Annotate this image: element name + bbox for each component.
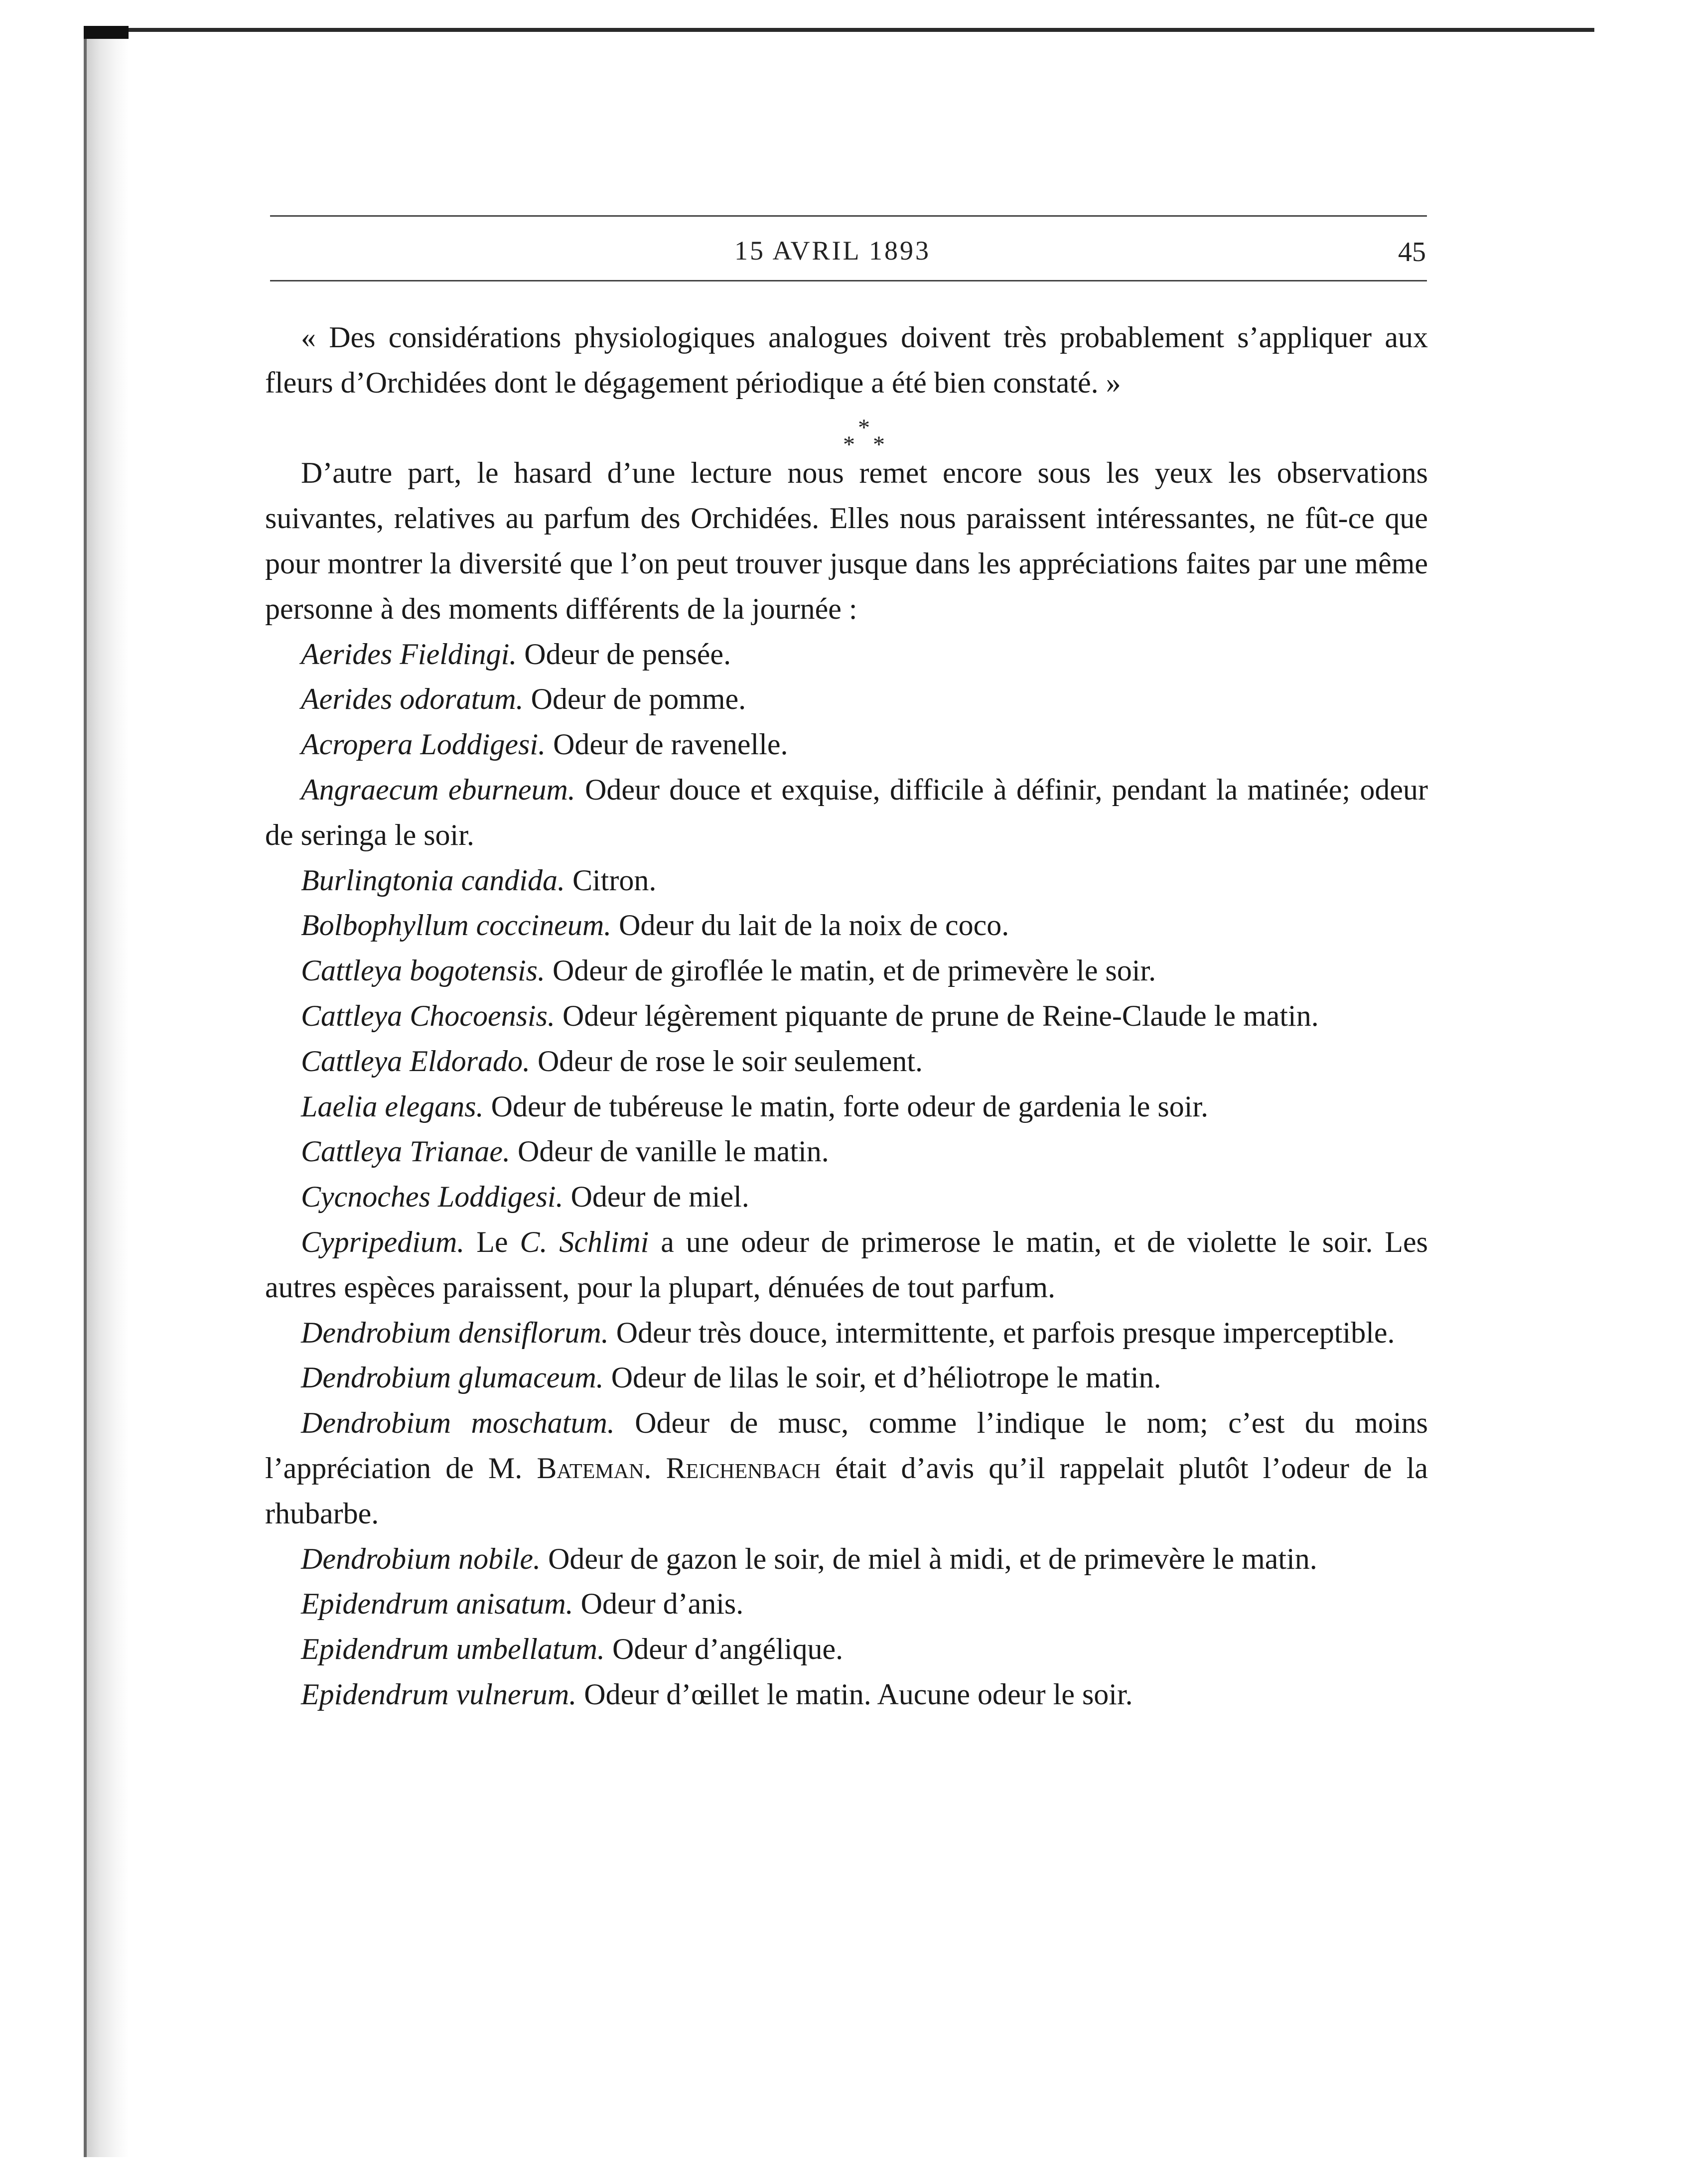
list-item — [265, 1310, 1428, 1356]
scan-left-edge — [84, 30, 87, 2157]
scan-top-corner — [84, 26, 129, 39]
species-name: Dendrobium densiflorum. — [301, 1316, 609, 1349]
list-item — [265, 1536, 1428, 1582]
species-description: Odeur de miel. — [563, 1180, 749, 1214]
list-item — [265, 1129, 1428, 1174]
list-item — [265, 1039, 1428, 1084]
species-name: Aerides Fieldingi. — [301, 637, 517, 671]
species-name: Cypripedium. — [301, 1225, 465, 1258]
species-description: Odeur de musc, comme l’indique le nom; c’est du moins l’appréciation de M. — [265, 1406, 1428, 1485]
list-item — [265, 722, 1428, 767]
asterism-star: * — [858, 414, 870, 441]
species-description: a une odeur de primerose le matin, et de violette le soir. Les autres espèces paraissent, pour la plupart, dénuées de tout parfum. — [265, 1225, 1428, 1304]
species-description: Le — [464, 1225, 520, 1258]
list-item — [265, 903, 1428, 948]
species-name: Angraecum eburneum. — [301, 773, 575, 806]
list-item — [265, 767, 1428, 858]
list-item — [265, 1084, 1428, 1129]
species-name: C. Schlimi — [520, 1225, 649, 1258]
species-name: Cycnoches Loddigesi. — [301, 1180, 563, 1214]
species-name: Cattleya bogotensis. — [301, 954, 545, 987]
species-name: Cattleya Trianae. — [301, 1135, 510, 1168]
species-name: Cattleya Chocoensis. — [301, 999, 555, 1032]
species-name: Aerides odoratum. — [301, 682, 524, 716]
header-rule-top — [270, 215, 1427, 217]
list-item — [265, 858, 1428, 903]
species-description: Odeur de vanille le matin. — [510, 1135, 829, 1168]
species-name: Dendrobium moschatum. — [301, 1406, 615, 1440]
person-name: Reichenbach — [666, 1451, 821, 1485]
species-description: Citron. — [564, 863, 657, 897]
species-name: Dendrobium glumaceum. — [301, 1361, 604, 1394]
species-name: Acropera Loddigesi. — [301, 728, 546, 761]
species-name: Epidendrum anisatum. — [301, 1587, 573, 1621]
list-item — [265, 1672, 1428, 1717]
asterism-star: * — [873, 431, 885, 458]
species-name: Dendrobium nobile. — [301, 1542, 541, 1575]
species-description: Odeur de gazon le soir, de miel à midi, et de primevère le matin. — [541, 1542, 1317, 1575]
body-text — [265, 315, 1428, 1717]
list-item — [265, 993, 1428, 1039]
header-rule-bottom — [270, 280, 1427, 281]
species-name: Epidendrum umbellatum. — [301, 1633, 605, 1666]
species-name: Burlingtonia candida. — [301, 863, 565, 897]
species-description: Odeur de giroflée le matin, et de primevère le soir. — [545, 954, 1156, 987]
list-item — [265, 677, 1428, 722]
list-item — [265, 1355, 1428, 1400]
asterism-star: * — [843, 431, 855, 458]
species-description: Odeur du lait de la noix de coco. — [611, 909, 1009, 942]
species-description: Odeur de pensée. — [517, 637, 731, 671]
species-description: Odeur douce et exquise, difficile à définir, pendant la matinée; odeur de seringa le soir. — [265, 773, 1428, 851]
species-name: Cattleya Eldorado. — [301, 1044, 530, 1078]
species-description: Odeur de tubéreuse le matin, forte odeur de gardenia le soir. — [483, 1090, 1209, 1123]
intro-paragraph: D’autre part, le hasard d’une lecture nous remet encore sous les yeux les observations suivantes, relatives au parfum des Orchidées. Elles nous paraissent intéressantes, ne fût-ce que pour montrer la diversité que l’on peut trouver jusque dans les appréciations faites par une même personne à des moments différents de la journée : — [265, 456, 1428, 625]
species-name: Laelia elegans. — [301, 1090, 484, 1123]
species-description: Odeur d’angélique. — [604, 1633, 844, 1666]
species-description: Odeur d’œillet le matin. Aucune odeur le soir. — [576, 1677, 1133, 1711]
list-item — [265, 1220, 1428, 1310]
list-item — [265, 1581, 1428, 1627]
species-description: Odeur de lilas le soir, et d’héliotrope le matin. — [603, 1361, 1161, 1394]
list-item — [265, 632, 1428, 677]
species-description: . — [644, 1451, 666, 1485]
list-item — [265, 1400, 1428, 1536]
running-head: 15 AVRIL 1893 — [734, 236, 931, 266]
quote-paragraph: « Des considérations physiologiques analogues doivent très probablement s’appliquer aux fleurs d’Orchidées dont le dégagement périodique a été bien constaté. » — [265, 321, 1428, 399]
species-name: Epidendrum vulnerum. — [301, 1677, 577, 1711]
person-name: Bateman — [537, 1451, 644, 1485]
scan-top-edge — [90, 28, 1594, 32]
page-number: 45 — [1398, 237, 1426, 268]
species-description: Odeur de ravenelle. — [546, 728, 788, 761]
species-description: Odeur de rose le soir seulement. — [530, 1044, 923, 1078]
species-name: Bolbophyllum coccineum. — [301, 909, 612, 942]
list-item — [265, 948, 1428, 993]
scan-gutter-shadow — [84, 30, 129, 2157]
list-item — [265, 1174, 1428, 1220]
species-description: Odeur d’anis. — [573, 1587, 744, 1621]
species-description: était d’avis qu’il rappelait plutôt l’odeur de la rhubarbe. — [265, 1451, 1428, 1530]
species-description: Odeur légèrement piquante de prune de Reine-Claude le matin. — [555, 999, 1319, 1032]
list-item — [265, 1627, 1428, 1672]
asterism — [265, 406, 1428, 458]
species-description: Odeur très douce, intermittente, et parfois presque imperceptible. — [608, 1316, 1395, 1349]
species-description: Odeur de pomme. — [523, 682, 746, 716]
